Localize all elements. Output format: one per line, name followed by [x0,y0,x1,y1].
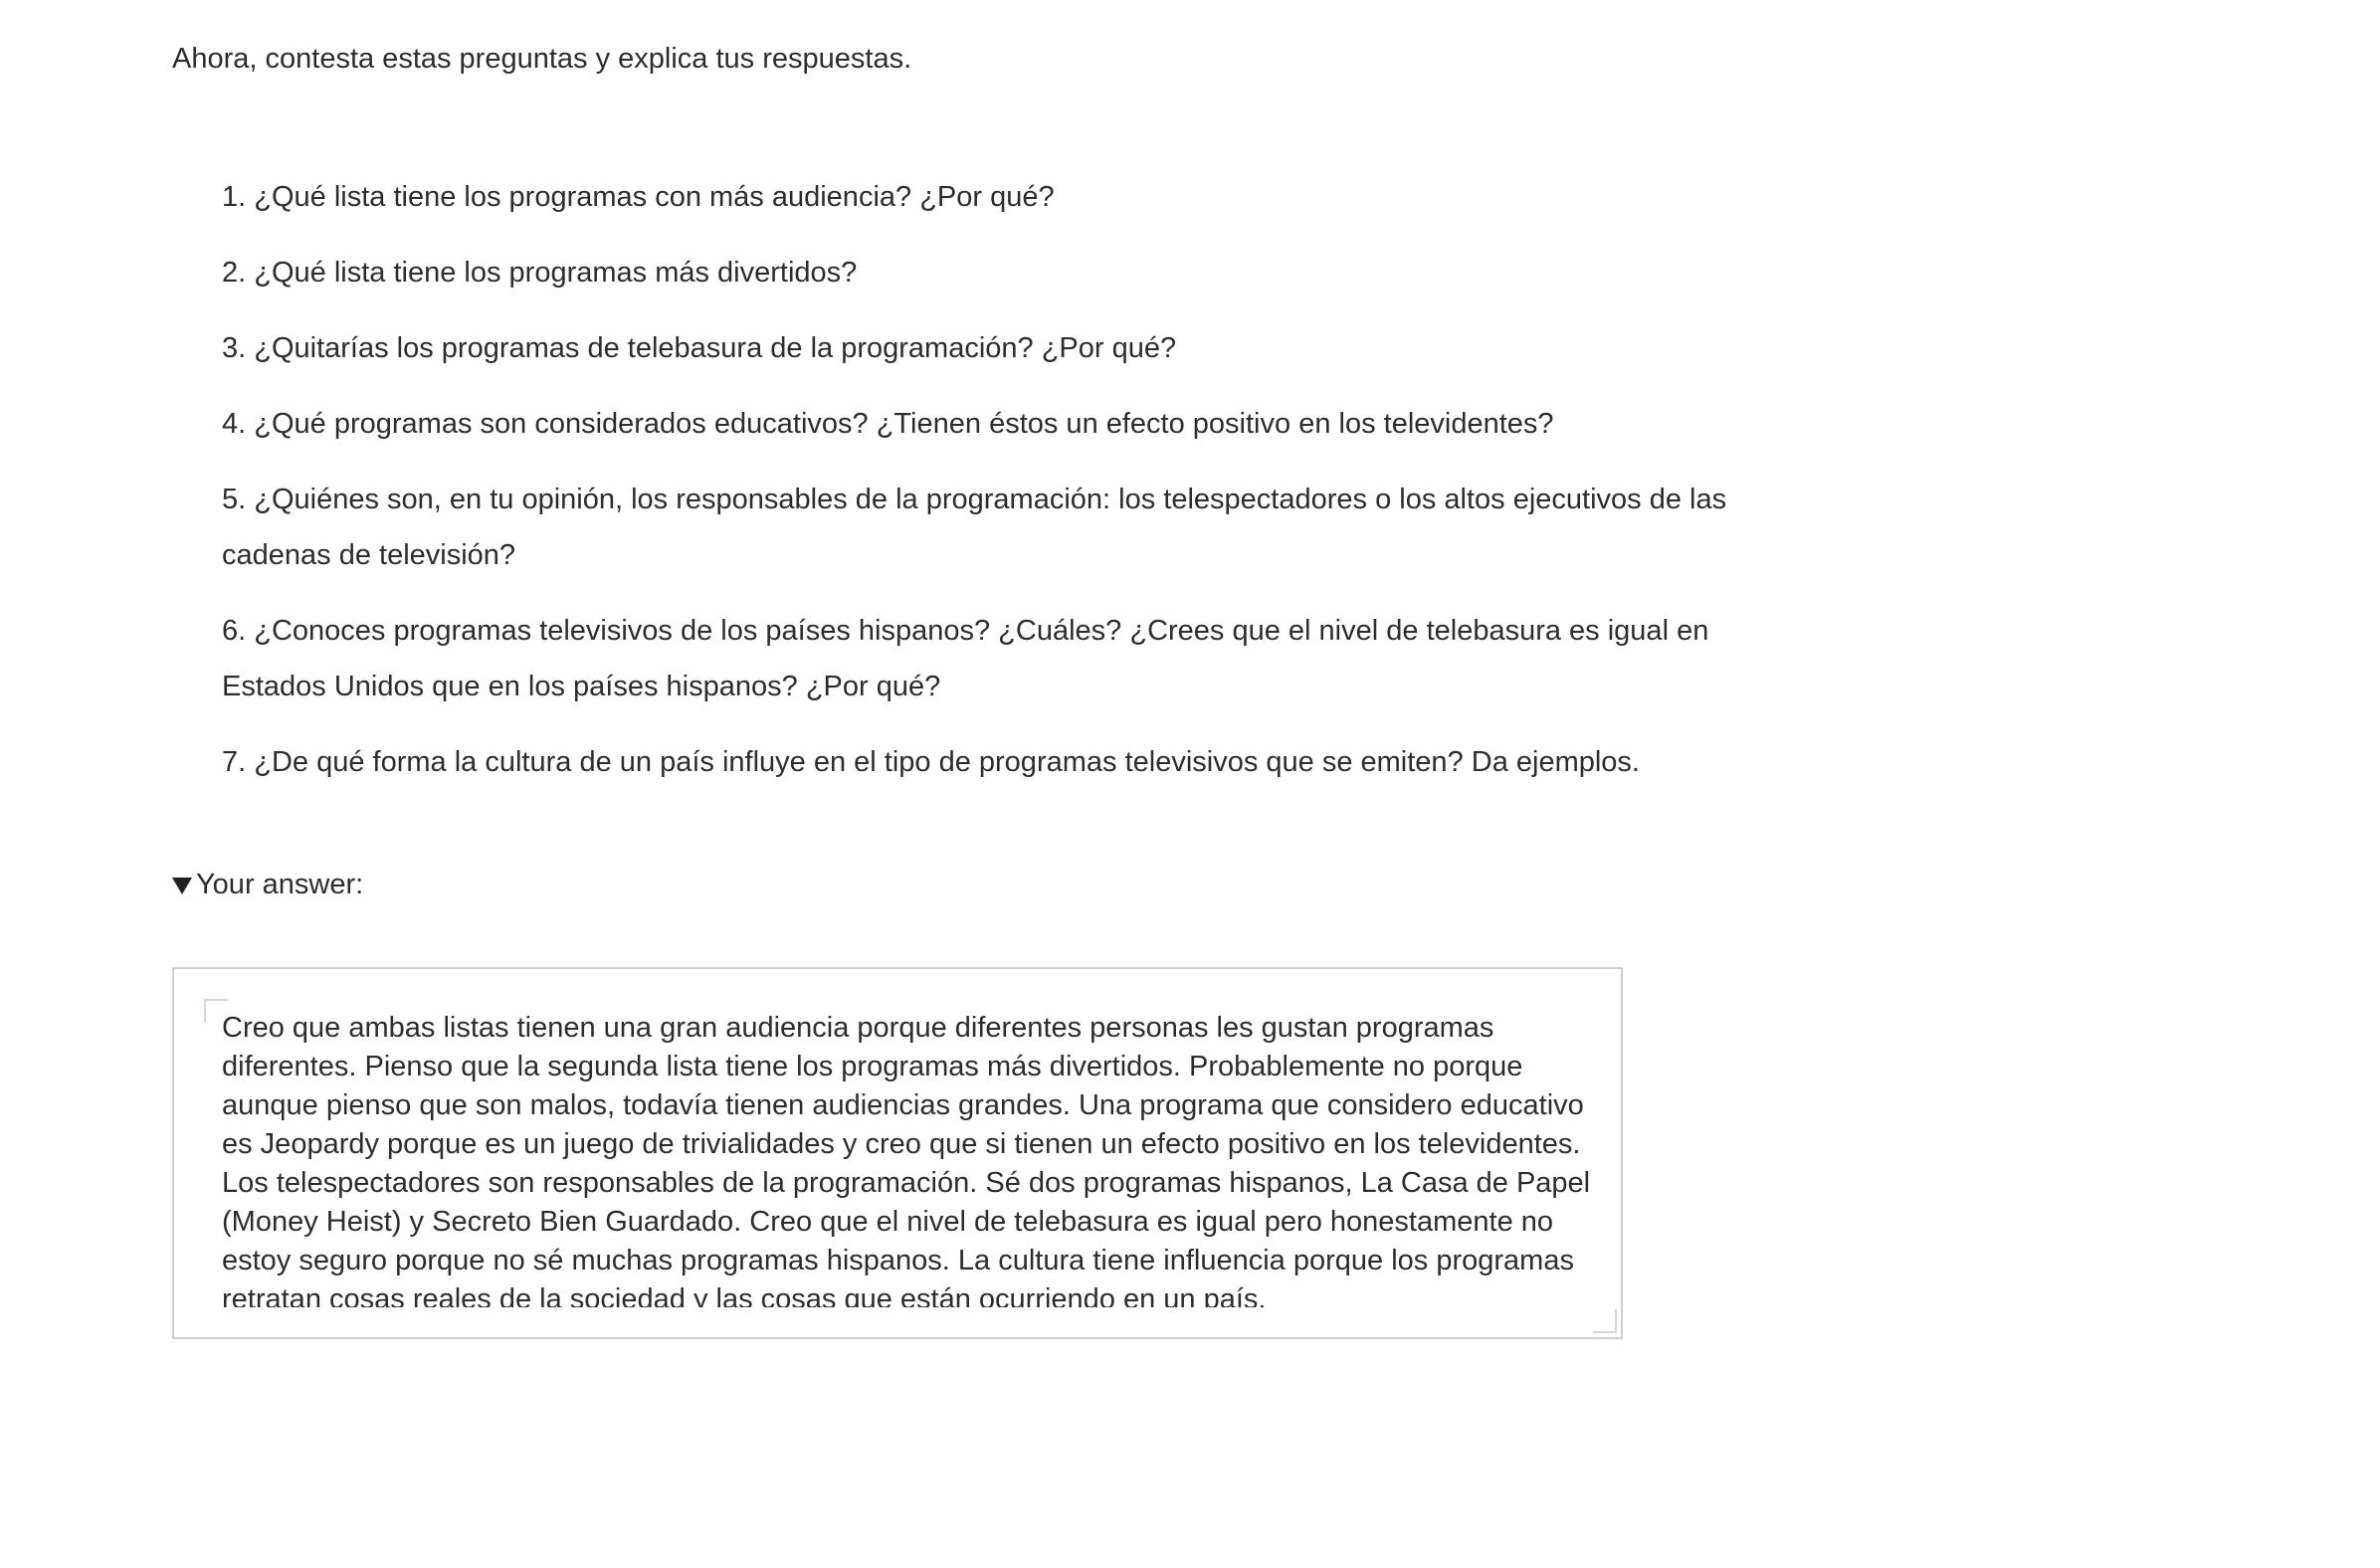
question-item: 7. ¿De qué forma la cultura de un país influye en el tipo de programas televisivos que se emiten? Da ejemplos. [222,746,1640,778]
your-answer-toggle[interactable] [172,866,363,903]
triangle-down-icon [172,878,192,894]
question-item: 3. ¿Quitarías los programas de telebasura de la programación? ¿Por qué? [222,332,1177,364]
instructions-text: Ahora, contesta estas preguntas y explica tus respuestas. [172,43,912,75]
question-item: 6. ¿Conoces programas televisivos de los países hispanos? ¿Cuáles? ¿Crees que el nivel de telebasura es igual en Estados Unidos que en los países hispanos? ¿Por qué? [222,615,1709,702]
answer-textarea[interactable] [222,1009,1595,1307]
question-item: 5. ¿Quiénes son, en tu opinión, los responsables de la programación: los telespectadores o los altos ejecutivos de las cadenas de televisión? [222,484,1727,571]
answer-box [172,967,1623,1339]
question-list [222,169,1754,810]
your-answer-label: Your answer: [196,869,364,900]
question-item: 2. ¿Qué lista tiene los programas más divertidos? [222,257,858,289]
question-item: 4. ¿Qué programas son considerados educativos? ¿Tienen éstos un efecto positivo en los televidentes? [222,408,1554,440]
question-item: 1. ¿Qué lista tiene los programas con más audiencia? ¿Por qué? [222,181,1055,213]
resize-handle-icon[interactable] [1593,1309,1617,1333]
